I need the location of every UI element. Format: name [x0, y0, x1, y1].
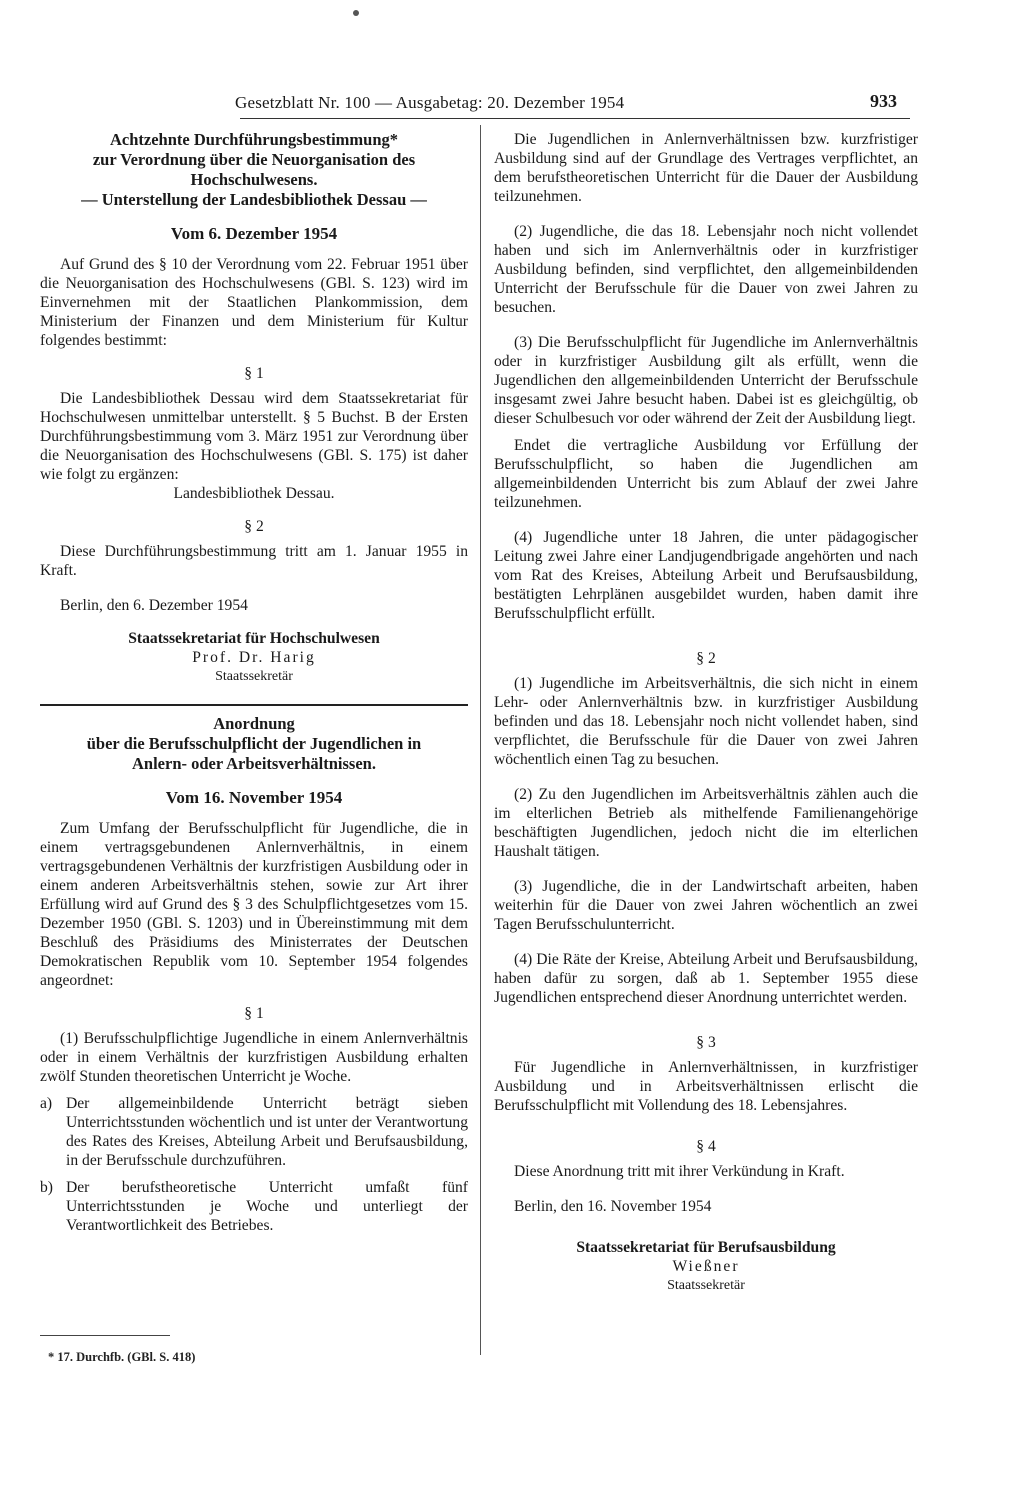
doc2-signing-org: Staatssekretariat für Berufsausbildung	[576, 1239, 836, 1256]
doc1-subtitle: — Unterstellung der Landesbibliothek Dessau —	[81, 190, 427, 209]
doc1-section1-insert: Landesbibliothek Dessau.	[173, 485, 335, 502]
doc2-section4-heading: § 4	[696, 1138, 716, 1155]
doc2-section1-item-b	[40, 1178, 468, 1235]
column-divider	[480, 125, 481, 1355]
doc2-signer: Wießner	[672, 1258, 740, 1275]
regulation-dessau	[40, 130, 468, 686]
item-a-label: a)	[40, 1095, 53, 1112]
doc2-section2-heading: § 2	[696, 650, 716, 667]
doc2-title-line2: über die Berufsschulpflicht der Jugendlichen in	[86, 734, 422, 753]
doc2-section2-para1: (1) Jugendliche im Arbeitsverhältnis, die sich nicht in einem Lehr- oder Anlernverhältnis bzw. in kurzfristiger Ausbildung befinden und das 18. Lebensjahr noch nicht vollendet haben, sind verpflichtet, die Berufsschule für die Dauer von zwei Jahren wöchentlich einen Tag zu besuchen.	[494, 675, 918, 768]
doc2-place-date: Berlin, den 16. November 1954	[514, 1198, 712, 1215]
right-column	[494, 130, 918, 1295]
doc2-intro: Zum Umfang der Berufsschulpflicht für Jugendliche, die in einem vertragsgebundenen Anlernverhältnis, in einem vertragsgebundenen Verhältnis der kurzfristigen Ausbildung oder in einem anderen Arbeitsverhältnis stehen, sowie zur Art ihrer Erfüllung wird auf Grund des § 3 des Schulpflichtgesetzes vom 15. Dezember 1950 (GBl. S. 1203) und in Übereinstimmung mit dem Beschluß des Präsidiums des Ministerrates der Deutschen Demokratischen Republik vom 10. September 1954 folgendes angeordnet:	[40, 820, 468, 989]
footnote-rule	[40, 1335, 170, 1336]
doc2-section2-para4: (4) Die Räte der Kreise, Abteilung Arbeit und Berufsausbildung, haben dafür zu sorgen, daß ab 1. September 1955 diese Jugendlichen entsprechend dieser Anordnung unterrichtet werden.	[494, 951, 918, 1006]
doc1-section1-heading: § 1	[244, 365, 264, 382]
footnote: * 17. Durchfb. (GBl. S. 418)	[48, 1350, 196, 1364]
doc1-signer-role: Staatssekretär	[215, 669, 293, 684]
doc2-signer-role: Staatssekretär	[667, 1278, 745, 1293]
doc2-date: Vom 16. November 1954	[165, 788, 343, 807]
doc1-signing-org: Staatssekretariat für Hochschulwesen	[128, 630, 380, 647]
doc2-section1-item-a	[40, 1094, 468, 1170]
doc2-title-line3: Anlern- oder Arbeitsverhältnissen.	[132, 754, 376, 773]
left-column	[40, 130, 468, 1235]
doc2-section1-para1: (1) Berufsschulpflichtige Jugendliche in einem Anlernverhältnis oder in einem Verhältnis der kurzfristigen Ausbildung erhalten zwölf Stunden theoretischen Unterricht je Woche.	[40, 1030, 468, 1085]
doc2-section1-para3b: Endet die vertragliche Ausbildung vor Erfüllung der Berufsschulpflicht, so haben die Jugendlichen am allgemeinbildenden Unterricht bis zum Ablauf der zwei Jahre teilzunehmen.	[494, 437, 918, 511]
item-a-text: Der allgemeinbildende Unterricht beträgt sieben Unterrichtsstunden wöchentlich und ist unter der Verantwortung des Rates des Kreises, Abteilung Arbeit und Berufsausbildung, in der Berufsschule durchzuführen.	[66, 1095, 468, 1169]
doc2-section2-para2: (2) Zu den Jugendlichen im Arbeitsverhältnis zählen auch die im elterlichen Betrieb als mithelfende Familienangehörige beschäftigten Jugendlichen, jedoch nicht die im elterlichen Haushalt tätigen.	[494, 786, 918, 860]
doc1-title-line2: zur Verordnung über die Neuorganisation des	[92, 150, 416, 169]
doc1-section1-text: Die Landesbibliothek Dessau wird dem Staatssekretariat für Hochschulwesen unmittelbar unterstellt. § 5 Buchst. B der Ersten Durchführungsbestimmung vom 3. März 1951 zur Verordnung über die Neuorganisation des Hochschulwesens (GBl. S. 175) ist daher wie folgt zu ergänzen:	[40, 390, 468, 483]
doc2-section1-para4: (4) Jugendliche unter 18 Jahren, die unter pädagogischer Leitung zwei Jahre einer Landjugendbrigade angehörten und nach vom Rat des Kreises, Abteilung Arbeit und Berufsausbildung, bestätigten Lehrplänen ausgebildet wurden, haben damit ihre Berufsschulpflicht erfüllt.	[494, 529, 918, 622]
doc2-section1-para2: (2) Jugendliche, die das 18. Lebensjahr noch nicht vollendet haben und sich im Anlernverhältnis oder in kurzfristiger Ausbildung befinden, sind verpflichtet, den allgemeinbildenden Unterricht der Berufsschule für die Dauer von zwei Jahren zu besuchen.	[494, 223, 918, 316]
doc2-section1-continuation: Die Jugendlichen in Anlernverhältnissen bzw. kurzfristiger Ausbildung sind auf der Grundlage des Vertrages verpflichtet, an dem berufstheoretischen Unterricht für die Dauer der Ausbildung teilzunehmen.	[494, 131, 918, 205]
doc2-section4-text: Diese Anordnung tritt mit ihrer Verkündung in Kraft.	[514, 1163, 845, 1180]
doc1-signer: Prof. Dr. Harig	[192, 649, 316, 666]
doc2-title-line1: Anordnung	[213, 714, 295, 733]
doc1-section2-heading: § 2	[244, 518, 264, 535]
doc1-title-line3: Hochschulwesens.	[190, 170, 318, 189]
doc1-title-line1: Achtzehnte Durchführungsbestimmung*	[109, 130, 398, 149]
doc1-intro: Auf Grund des § 10 der Verordnung vom 22. Februar 1951 über die Neuorganisation des Hochschulwesens (GBl. S. 123) wird im Einvernehmen mit der Staatlichen Plankommission, dem Ministerium der Finanzen und dem Ministerium für Kultur folgendes bestimmt:	[40, 256, 468, 349]
doc2-section3-text: Für Jugendliche in Anlernverhältnissen, in kurzfristiger Ausbildung und in Arbeitsverhältnissen erlischt die Berufsschulpflicht mit Vollendung des 18. Lebensjahres.	[494, 1059, 918, 1114]
header-rule	[240, 118, 910, 119]
order-vocational-school	[40, 706, 468, 1235]
doc1-section2-text: Diese Durchführungsbestimmung tritt am 1. Januar 1955 in Kraft.	[40, 543, 468, 579]
doc1-place-date: Berlin, den 6. Dezember 1954	[60, 597, 248, 614]
doc2-section3-heading: § 3	[696, 1034, 716, 1051]
scan-speck	[353, 10, 359, 16]
doc2-section1-heading: § 1	[244, 1005, 264, 1022]
item-b-label: b)	[40, 1179, 53, 1196]
doc2-section1-para3: (3) Die Berufsschulpflicht für Jugendliche im Anlernverhältnis oder in kurzfristiger Ausbildung gilt als erfüllt, wenn die Jugendlichen den allgemeinbildenden Unterricht der Berufsschule insgesamt zwei Jahre besucht haben. Dabei ist es gleichgültig, ob dieser Schulbesuch vor oder während der Zeit der Ausbildung liegt.	[494, 334, 918, 427]
doc2-section2-para3: (3) Jugendliche, die in der Landwirtschaft arbeiten, haben weiterhin für die Dauer von zwei Jahren wöchentlich an zwei Tagen Berufsschulunterricht.	[494, 878, 918, 933]
page-number: 933	[870, 91, 897, 111]
page-header: Gesetzblatt Nr. 100 — Ausgabetag: 20. Dezember 1954	[235, 93, 625, 112]
doc1-date: Vom 6. Dezember 1954	[170, 224, 338, 243]
item-b-text: Der berufstheoretische Unterricht umfaßt fünf Unterrichtsstunden je Woche und unterliegt der Verantwortlichkeit des Betriebes.	[66, 1179, 468, 1234]
